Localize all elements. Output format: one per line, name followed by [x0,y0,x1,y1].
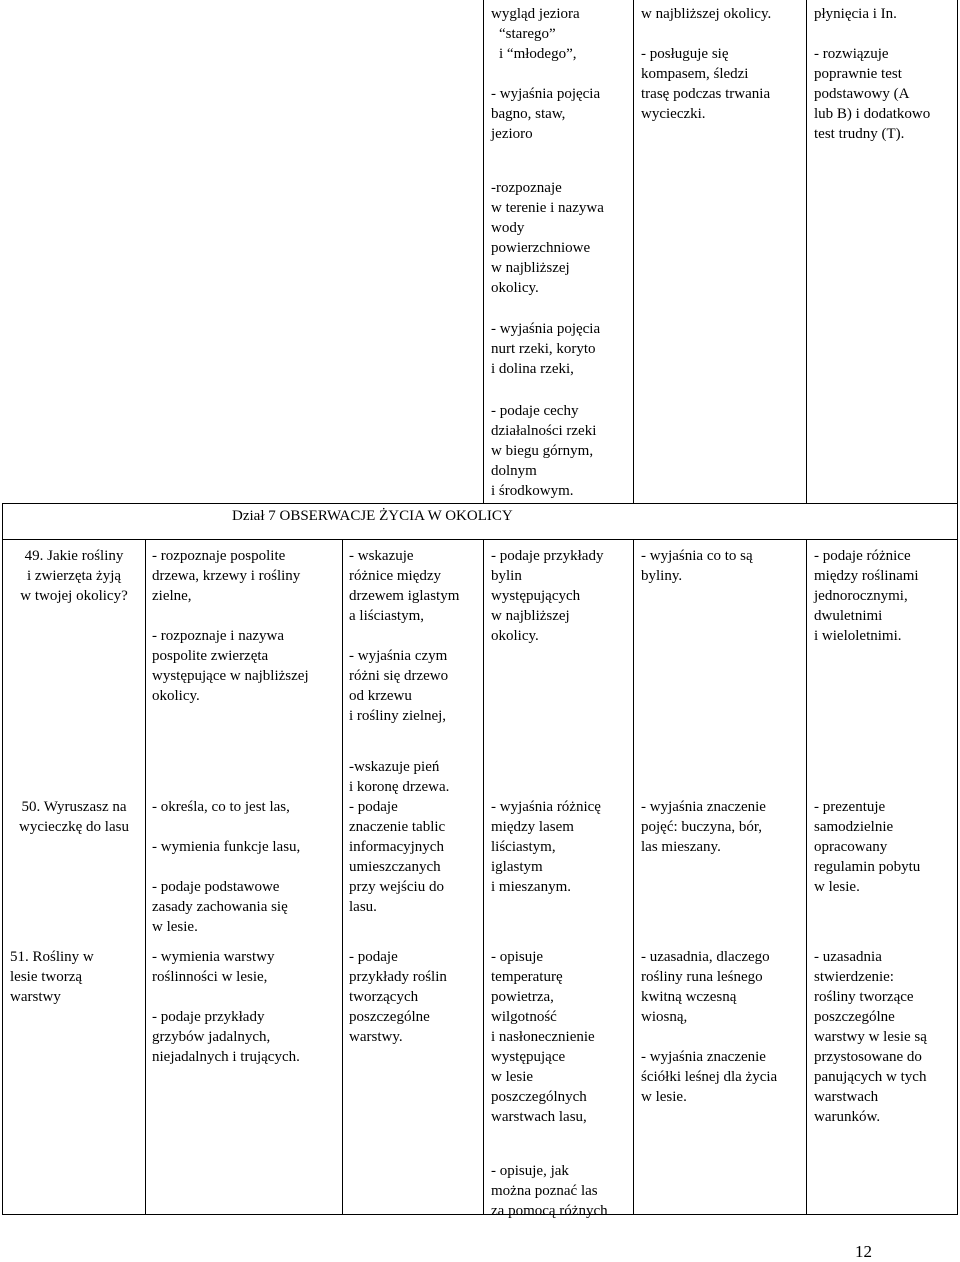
row49-col1-p1: - rozpoznaje pospolite drzewa, krzewy i rośliny zielne, [152,548,301,604]
row51-col5-p1: - uzasadnia stwierdzenie: rośliny tworzące poszczególne warstwy w lesie są przystosowane do panujących w tych warstwach warunków. [814,949,927,1125]
top-col5-cell [814,4,956,144]
section-header: Dział 7 OBSERWACJE ŻYCIA W OKOLICY [232,508,513,524]
row49-col2-p2: - wyjaśnia czym różni się drzewo od krzewu i rośliny zielnej, [349,648,449,724]
row49-col5 [814,546,956,646]
top-col3-lake-line2: “starego” [499,26,556,42]
row50-col1-p1: - określa, co to jest las, [152,799,290,815]
rule-right-top [957,0,958,503]
rule-header-top [2,503,958,504]
row50-col5 [814,797,956,897]
top-col4-p2: - posługuje się kompasem, śledzi trasę podczas trwania wycieczki. [641,46,771,122]
row51-topic [4,947,144,1007]
row51-col3-p2: - opisuje, jak można poznać las za pomocą różnych [491,1163,608,1219]
page-number: 12 [855,1242,872,1261]
row50-topic-text: 50. Wyruszasz na wycieczkę do lasu [19,799,129,835]
top-col3-p5: - podaje cechy działalności rzeki w biegu górnym, dolnym i środkowym. [491,403,597,499]
rule-col3-left [483,539,484,1215]
row51-col1-p2: - podaje przykłady grzybów jadalnych, niejadalnych i trujących. [152,1009,300,1065]
rule-col1-left [145,539,146,1215]
rule-col5-left [806,539,807,1215]
top-col4-cell [641,4,803,124]
row50-col4-p1: - wyjaśnia znaczenie pojęć: buczyna, bór, las mieszany. [641,799,766,855]
row51-col4-p1: - uzasadnia, dlaczego rośliny runa leśnego kwitną wczesną wiosną, [641,949,770,1025]
row50-col3 [491,797,631,897]
row51-col5 [814,947,956,1127]
rule-col5-left-top [806,0,807,503]
row51-col1 [152,947,340,1067]
row49-col3-p1: - podaje przykłady bylin występujących w najbliższej okolicy. [491,548,604,644]
row51-col2-p1: - podaje przykłady roślin tworzących poszczególne warstwy. [349,949,447,1045]
top-col3-lake-text [491,4,631,64]
row50-col1 [152,797,340,937]
rule-col4-left-top [633,0,634,503]
row49-col3 [491,546,631,646]
row51-topic-text: 51. Rośliny w lesie tworzą warstwy [10,949,94,1005]
rule-col4-left [633,539,634,1215]
top-col3-cell [491,4,631,501]
row49-col2-p1: - wskazuje różnice między drzewem iglastym a liściastym, [349,548,460,624]
row50-col1-p2: - wymienia funkcje lasu, [152,839,301,855]
top-col3-p4: - wyjaśnia pojęcia nurt rzeki, koryto i dolina rzeki, [491,321,601,377]
top-col5-p2: - rozwiązuje poprawnie test podstawowy (A lub B) i dodatkowo test trudny (T). [814,46,931,142]
row50-col2-p1: -wskazuje pień i koronę drzewa. [349,759,450,795]
row49-col1 [152,546,340,706]
rule-table-bottom [2,1214,958,1215]
top-col3-p2: - wyjaśnia pojęcia bagno, staw, jezioro [491,86,601,142]
row49-col5-p1: - podaje różnice między roślinami jednorocznymi, dwuletnimi i wieloletnimi. [814,548,919,644]
top-col3-lake-line1: wygląd jeziora [491,6,580,22]
row50-col3-p1: - wyjaśnia różnicę między lasem liściastym, iglastym i mieszanym. [491,799,601,895]
rule-header-left [2,503,3,1215]
row49-topic-text: 49. Jakie rośliny i zwierzęta żyją w twojej okolicy? [20,548,128,604]
row49-col4 [641,546,803,586]
top-col4-p1: w najbliższej okolicy. [641,6,772,22]
rule-col2-left [342,539,343,1215]
row50-col1-p3: - podaje podstawowe zasady zachowania się w lesie. [152,879,288,935]
rule-right [957,503,958,1215]
row50-col2-p2: - podaje znaczenie tablic informacyjnych umieszczanych przy wejściu do lasu. [349,799,446,915]
row50-col4 [641,797,803,857]
top-col3-lake-line3: i “młodego”, [499,46,577,62]
row49-topic [4,546,144,606]
row51-col4 [641,947,803,1107]
row49-col1-p2: - rozpoznaje i nazywa pospolite zwierzęta występujące w najbliższej okolicy. [152,628,309,704]
row51-col2 [349,947,482,1047]
row51-col3-p1: - opisuje temperaturę powietrza, wilgotność i nasłonecznienie występujące w lesie poszczególnych warstwach lasu, [491,949,595,1125]
top-col3-p3: -rozpoznaje w terenie i nazywa wody powierzchniowe w najbliższej okolicy. [491,180,604,296]
row51-col4-p2: - wyjaśnia znaczenie ściółki leśnej dla życia w lesie. [641,1049,778,1105]
top-col5-p1: płynięcia i In. [814,6,897,22]
row51-col1-p1: - wymienia warstwy roślinności w lesie, [152,949,275,985]
row49-col2 [349,546,482,726]
row49-col4-p1: - wyjaśnia co to są byliny. [641,548,753,584]
rule-col3-left-top [483,0,484,503]
row51-col3 [491,947,631,1221]
row50-topic [4,797,144,837]
row50-col2 [349,757,482,917]
row50-col5-p1: - prezentuje samodzielnie opracowany regulamin pobytu w lesie. [814,799,921,895]
